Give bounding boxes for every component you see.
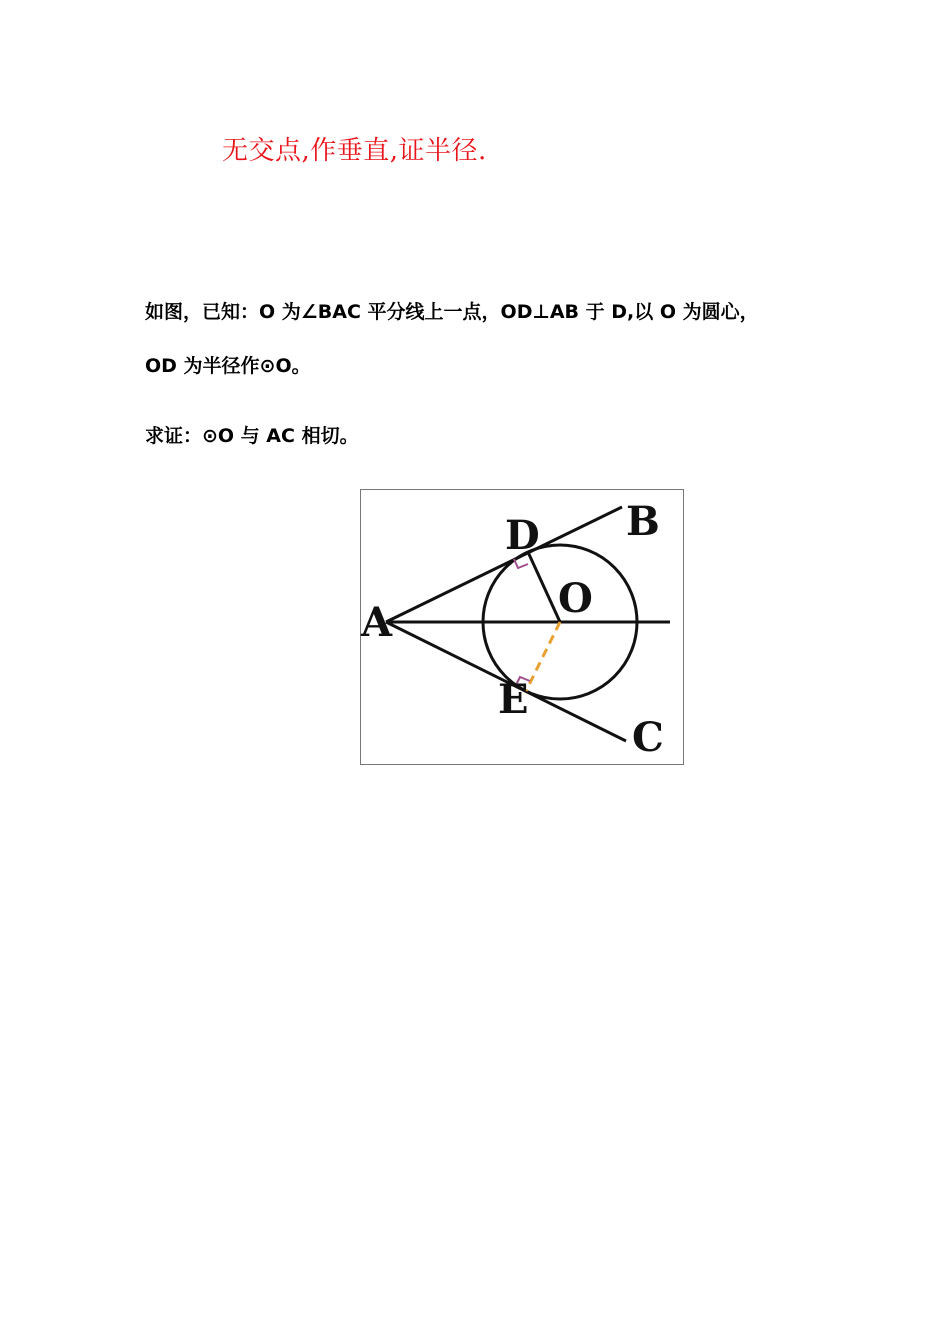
heading: 无交点,作垂直,证半径. [222,136,487,166]
problem-given-line1: 如图，已知：O 为∠BAC 平分线上一点，OD⊥AB 于 D,以 O 为圆心， [145,301,759,323]
geometry-svg [360,489,684,765]
problem-given-line2: OD 为半径作⊙O。 [145,355,311,377]
geometry-figure [360,489,684,765]
label-e: E [498,676,529,723]
label-d: D [505,512,540,559]
problem-prove: 求证：⊙O 与 AC 相切。 [145,425,359,447]
label-b: B [626,498,660,545]
label-o: O [558,575,593,622]
label-c: C [632,714,664,761]
label-a: A [361,599,393,646]
